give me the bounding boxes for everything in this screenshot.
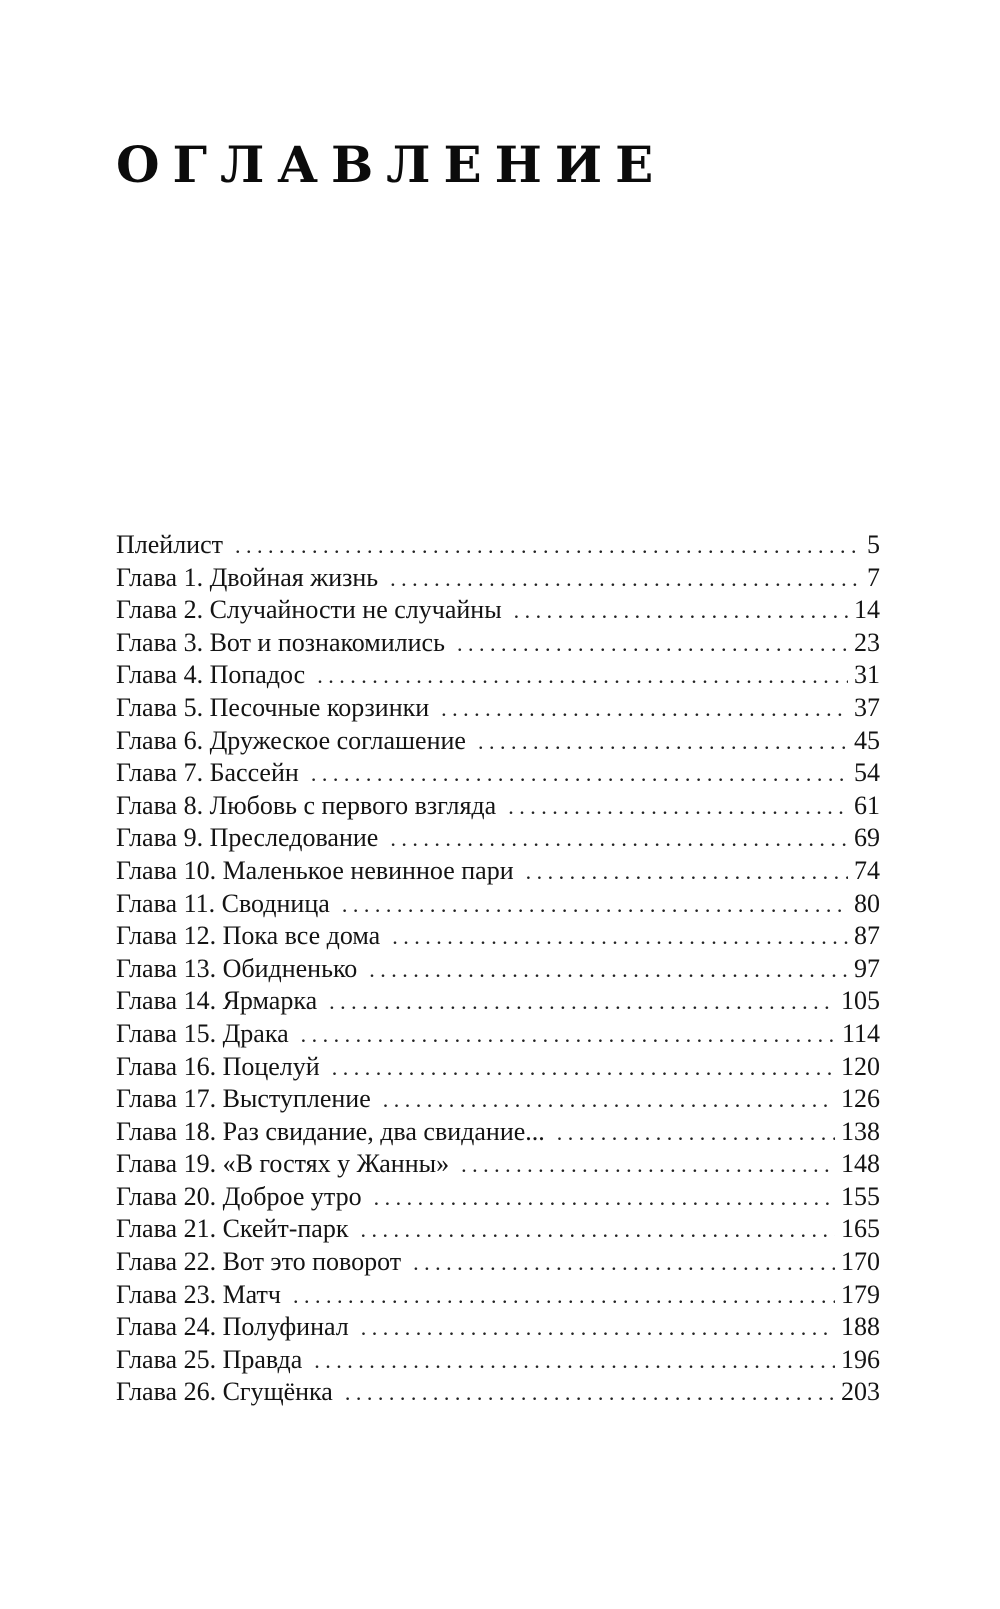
table-of-contents bbox=[116, 529, 880, 1409]
toc-dot-leader bbox=[461, 1149, 835, 1182]
toc-page-number: 155 bbox=[841, 1181, 880, 1211]
toc-page-number: 120 bbox=[841, 1051, 880, 1081]
toc-dot-leader bbox=[383, 1084, 835, 1117]
toc-page-number: 105 bbox=[841, 986, 880, 1016]
toc-dot-leader bbox=[235, 530, 861, 563]
toc-page-number: 170 bbox=[841, 1247, 880, 1277]
toc-dot-leader bbox=[311, 758, 848, 791]
toc-dot-leader bbox=[478, 726, 848, 759]
toc-entry-title: Глава 4. Попадос bbox=[116, 660, 306, 690]
toc-entry bbox=[116, 1083, 880, 1116]
toc-entry bbox=[116, 1246, 880, 1279]
toc-dot-leader bbox=[413, 1247, 835, 1280]
toc-dot-leader bbox=[392, 921, 848, 954]
toc-entry bbox=[116, 627, 880, 660]
toc-entry-title: Плейлист bbox=[116, 530, 223, 559]
toc-dot-leader bbox=[301, 1019, 836, 1052]
toc-entry-title: Глава 3. Вот и познакомились bbox=[116, 627, 445, 657]
toc-entry-title: Глава 24. Полуфинал bbox=[116, 1312, 349, 1342]
toc-page-number: 165 bbox=[841, 1214, 880, 1244]
toc-entry bbox=[116, 1376, 880, 1409]
toc-entry-title: Глава 23. Матч bbox=[116, 1279, 281, 1309]
toc-entry-title: Глава 19. «В гостях у Жанны» bbox=[116, 1149, 450, 1179]
toc-page-number: 179 bbox=[841, 1279, 880, 1309]
toc-entry bbox=[116, 953, 880, 986]
toc-page-number: 126 bbox=[841, 1084, 880, 1114]
toc-dot-leader bbox=[390, 823, 848, 856]
toc-entry bbox=[116, 920, 880, 953]
toc-entry bbox=[116, 822, 880, 855]
toc-entry bbox=[116, 1311, 880, 1344]
toc-entry-title: Глава 26. Сгущёнка bbox=[116, 1377, 333, 1407]
toc-dot-leader bbox=[361, 1312, 835, 1345]
toc-entry bbox=[116, 1018, 880, 1051]
toc-page-number: 97 bbox=[854, 953, 880, 983]
toc-dot-leader bbox=[374, 1182, 835, 1215]
toc-entry bbox=[116, 1279, 880, 1312]
toc-page-number: 74 bbox=[854, 855, 880, 885]
toc-page-number: 31 bbox=[854, 660, 880, 690]
toc-dot-leader bbox=[369, 954, 848, 987]
toc-entry-title: Глава 7. Бассейн bbox=[116, 758, 299, 788]
toc-entry-title: Глава 25. Правда bbox=[116, 1344, 303, 1374]
toc-entry bbox=[116, 659, 880, 692]
toc-dot-leader bbox=[329, 986, 835, 1019]
toc-dot-leader bbox=[390, 563, 861, 596]
toc-entry bbox=[116, 855, 880, 888]
toc-dot-leader bbox=[342, 889, 848, 922]
toc-page-number: 148 bbox=[841, 1149, 880, 1179]
toc-entry-title: Глава 9. Преследование bbox=[116, 823, 379, 853]
toc-page-number: 45 bbox=[854, 725, 880, 755]
toc-entry bbox=[116, 1148, 880, 1181]
toc-entry bbox=[116, 692, 880, 725]
toc-dot-leader bbox=[526, 856, 848, 889]
toc-entry bbox=[116, 1344, 880, 1377]
toc-entry-title: Глава 18. Раз свидание, два свидание... bbox=[116, 1116, 545, 1146]
toc-entry-title: Глава 15. Драка bbox=[116, 1018, 289, 1048]
toc-entry-title: Глава 12. Пока все дома bbox=[116, 921, 381, 951]
toc-page-number: 61 bbox=[854, 790, 880, 820]
toc-entry bbox=[116, 757, 880, 790]
toc-dot-leader bbox=[360, 1214, 835, 1247]
toc-entry-title: Глава 2. Случайности не случайны bbox=[116, 595, 502, 625]
toc-dot-leader bbox=[345, 1377, 835, 1410]
toc-entry bbox=[116, 725, 880, 758]
toc-dot-leader bbox=[314, 1345, 835, 1378]
toc-dot-leader bbox=[317, 660, 848, 693]
toc-entry-title: Глава 1. Двойная жизнь bbox=[116, 562, 379, 592]
toc-entry-title: Глава 14. Ярмарка bbox=[116, 986, 318, 1016]
toc-entry-title: Глава 5. Песочные корзинки bbox=[116, 692, 430, 722]
toc-entry bbox=[116, 1116, 880, 1149]
toc-page-number: 5 bbox=[867, 530, 880, 559]
toc-entry bbox=[116, 1051, 880, 1084]
toc-entry-title: Глава 21. Скейт-парк bbox=[116, 1214, 349, 1244]
toc-page-number: 203 bbox=[841, 1377, 880, 1407]
toc-page-number: 87 bbox=[854, 921, 880, 951]
toc-dot-leader bbox=[557, 1117, 835, 1150]
toc-dot-leader bbox=[457, 628, 848, 661]
toc-dot-leader bbox=[293, 1280, 835, 1313]
toc-dot-leader bbox=[508, 791, 848, 824]
toc-dot-leader bbox=[514, 595, 848, 628]
toc-entry bbox=[116, 1213, 880, 1246]
toc-entry bbox=[116, 790, 880, 823]
toc-entry bbox=[116, 529, 880, 562]
toc-dot-leader bbox=[332, 1052, 835, 1085]
toc-page-number: 7 bbox=[867, 562, 880, 592]
toc-entry bbox=[116, 1181, 880, 1214]
toc-page-number: 196 bbox=[841, 1344, 880, 1374]
toc-entry-title: Глава 6. Дружеское соглашение bbox=[116, 725, 466, 755]
toc-entry-title: Глава 17. Выступление bbox=[116, 1084, 371, 1114]
toc-page-number: 114 bbox=[841, 1018, 880, 1048]
toc-entry-title: Глава 11. Сводница bbox=[116, 888, 330, 918]
toc-entry bbox=[116, 562, 880, 595]
toc-entry-title: Глава 13. Обидненько bbox=[116, 953, 358, 983]
toc-page-number: 54 bbox=[854, 758, 880, 788]
toc-entry bbox=[116, 594, 880, 627]
toc-entry-title: Глава 10. Маленькое невинное пари bbox=[116, 855, 514, 885]
toc-page-number: 14 bbox=[854, 595, 880, 625]
toc-page-number: 69 bbox=[854, 823, 880, 853]
toc-entry-title: Глава 20. Доброе утро bbox=[116, 1181, 362, 1211]
toc-page-number: 188 bbox=[841, 1312, 880, 1342]
toc-entry bbox=[116, 888, 880, 921]
toc-dot-leader bbox=[441, 693, 848, 726]
toc-entry-title: Глава 16. Поцелуй bbox=[116, 1051, 320, 1081]
toc-page-number: 23 bbox=[854, 627, 880, 657]
toc-page-number: 138 bbox=[841, 1116, 880, 1146]
page-title: ОГЛАВЛЕНИЕ bbox=[116, 135, 667, 194]
toc-page-number: 37 bbox=[854, 692, 880, 722]
toc-entry-title: Глава 22. Вот это поворот bbox=[116, 1247, 402, 1277]
toc-entry bbox=[116, 985, 880, 1018]
toc-page-number: 80 bbox=[854, 888, 880, 918]
toc-entry-title: Глава 8. Любовь с первого взгляда bbox=[116, 790, 497, 820]
